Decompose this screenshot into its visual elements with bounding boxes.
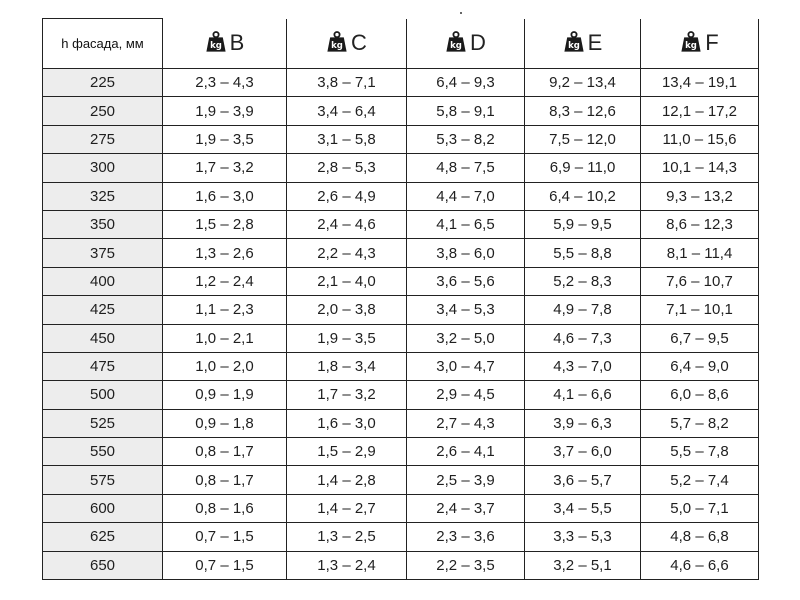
load-range-cell: 2,3 – 4,3 (163, 69, 287, 97)
facade-height-cell: 600 (43, 494, 163, 522)
load-range-cell: 11,0 – 15,6 (641, 125, 759, 153)
load-range-cell: 1,4 – 2,7 (287, 494, 407, 522)
load-range-cell: 6,4 – 9,0 (641, 352, 759, 380)
load-range-cell: 0,9 – 1,8 (163, 409, 287, 437)
load-range-cell: 5,5 – 7,8 (641, 438, 759, 466)
load-range-cell: 1,3 – 2,5 (287, 523, 407, 551)
stray-dot (460, 12, 462, 14)
load-range-cell: 2,5 – 3,9 (407, 466, 525, 494)
load-range-cell: 1,9 – 3,9 (163, 97, 287, 125)
kg-weight-icon (205, 31, 227, 53)
table-row (43, 551, 759, 579)
svg-text:kg: kg (450, 41, 462, 52)
load-range-cell: 3,6 – 5,7 (525, 466, 641, 494)
load-range-cell: 0,7 – 1,5 (163, 523, 287, 551)
load-range-cell: 1,7 – 3,2 (287, 381, 407, 409)
load-range-cell: 0,8 – 1,7 (163, 466, 287, 494)
facade-height-cell: 275 (43, 125, 163, 153)
load-range-cell: 2,7 – 4,3 (407, 409, 525, 437)
load-range-cell: 1,6 – 3,0 (163, 182, 287, 210)
svg-text:kg: kg (331, 41, 343, 52)
load-range-cell: 1,5 – 2,8 (163, 210, 287, 238)
load-capacity-sheet (42, 18, 758, 578)
weight-class-header-c (287, 19, 407, 69)
load-range-cell: 0,8 – 1,6 (163, 494, 287, 522)
load-range-cell: 1,2 – 2,4 (163, 267, 287, 295)
load-range-cell: 1,9 – 3,5 (287, 324, 407, 352)
facade-height-cell: 575 (43, 466, 163, 494)
load-range-cell: 1,6 – 3,0 (287, 409, 407, 437)
load-range-cell: 8,1 – 11,4 (641, 239, 759, 267)
load-range-cell: 10,1 – 14,3 (641, 154, 759, 182)
weight-class-header-b (163, 19, 287, 69)
facade-height-cell: 450 (43, 324, 163, 352)
table-row (43, 182, 759, 210)
load-range-cell: 12,1 – 17,2 (641, 97, 759, 125)
load-range-cell: 3,7 – 6,0 (525, 438, 641, 466)
table-body (43, 69, 759, 580)
load-capacity-table (42, 18, 759, 580)
load-range-cell: 7,5 – 12,0 (525, 125, 641, 153)
load-range-cell: 5,2 – 8,3 (525, 267, 641, 295)
facade-height-cell: 525 (43, 409, 163, 437)
load-range-cell: 1,9 – 3,5 (163, 125, 287, 153)
table-row (43, 69, 759, 97)
load-range-cell: 3,2 – 5,0 (407, 324, 525, 352)
load-range-cell: 2,2 – 4,3 (287, 239, 407, 267)
load-range-cell: 6,4 – 9,3 (407, 69, 525, 97)
load-range-cell: 3,1 – 5,8 (287, 125, 407, 153)
kg-weight-icon (326, 31, 348, 53)
load-range-cell: 4,8 – 6,8 (641, 523, 759, 551)
load-range-cell: 4,1 – 6,6 (525, 381, 641, 409)
load-range-cell: 8,3 – 12,6 (525, 97, 641, 125)
load-range-cell: 1,5 – 2,9 (287, 438, 407, 466)
weight-class-header-f (641, 19, 759, 69)
load-range-cell: 0,7 – 1,5 (163, 551, 287, 579)
facade-height-cell: 475 (43, 352, 163, 380)
load-range-cell: 3,0 – 4,7 (407, 352, 525, 380)
load-range-cell: 1,0 – 2,0 (163, 352, 287, 380)
load-range-cell: 4,3 – 7,0 (525, 352, 641, 380)
load-range-cell: 4,9 – 7,8 (525, 296, 641, 324)
load-range-cell: 1,1 – 2,3 (163, 296, 287, 324)
table-row (43, 381, 759, 409)
load-range-cell: 5,2 – 7,4 (641, 466, 759, 494)
facade-height-cell: 650 (43, 551, 163, 579)
load-range-cell: 7,1 – 10,1 (641, 296, 759, 324)
facade-height-cell: 325 (43, 182, 163, 210)
facade-height-cell: 550 (43, 438, 163, 466)
weight-class-header-d (407, 19, 525, 69)
svg-text:kg: kg (685, 41, 698, 52)
load-range-cell: 3,6 – 5,6 (407, 267, 525, 295)
load-range-cell: 3,9 – 6,3 (525, 409, 641, 437)
facade-height-cell: 300 (43, 154, 163, 182)
load-range-cell: 1,3 – 2,6 (163, 239, 287, 267)
load-range-cell: 5,8 – 9,1 (407, 97, 525, 125)
table-row (43, 267, 759, 295)
table-row (43, 125, 759, 153)
load-range-cell: 2,9 – 4,5 (407, 381, 525, 409)
table-row (43, 324, 759, 352)
load-range-cell: 2,8 – 5,3 (287, 154, 407, 182)
load-range-cell: 5,9 – 9,5 (525, 210, 641, 238)
load-range-cell: 4,6 – 7,3 (525, 324, 641, 352)
load-range-cell: 3,4 – 5,5 (525, 494, 641, 522)
table-row (43, 97, 759, 125)
facade-height-cell: 375 (43, 239, 163, 267)
weight-class-letter: B (229, 30, 245, 56)
weight-class-letter: F (705, 30, 719, 56)
load-range-cell: 4,6 – 6,6 (641, 551, 759, 579)
load-range-cell: 5,7 – 8,2 (641, 409, 759, 437)
table-header (43, 19, 759, 69)
load-range-cell: 6,0 – 8,6 (641, 381, 759, 409)
header-row (43, 19, 759, 69)
load-range-cell: 2,6 – 4,9 (287, 182, 407, 210)
load-range-cell: 7,6 – 10,7 (641, 267, 759, 295)
table-row (43, 466, 759, 494)
table-row (43, 352, 759, 380)
table-row (43, 523, 759, 551)
load-range-cell: 3,3 – 5,3 (525, 523, 641, 551)
load-range-cell: 5,0 – 7,1 (641, 494, 759, 522)
load-range-cell: 5,5 – 8,8 (525, 239, 641, 267)
weight-class-letter: C (351, 30, 367, 56)
weight-class-letter: D (470, 30, 486, 56)
load-range-cell: 1,8 – 3,4 (287, 352, 407, 380)
table-row (43, 494, 759, 522)
load-range-cell: 8,6 – 12,3 (641, 210, 759, 238)
load-range-cell: 3,4 – 6,4 (287, 97, 407, 125)
load-range-cell: 2,0 – 3,8 (287, 296, 407, 324)
svg-text:kg: kg (567, 41, 580, 52)
load-range-cell: 4,8 – 7,5 (407, 154, 525, 182)
load-range-cell: 6,7 – 9,5 (641, 324, 759, 352)
facade-height-cell: 250 (43, 97, 163, 125)
load-range-cell: 4,4 – 7,0 (407, 182, 525, 210)
load-range-cell: 13,4 – 19,1 (641, 69, 759, 97)
load-range-cell: 6,9 – 11,0 (525, 154, 641, 182)
svg-text:kg: kg (209, 41, 222, 52)
load-range-cell: 1,3 – 2,4 (287, 551, 407, 579)
load-range-cell: 0,8 – 1,7 (163, 438, 287, 466)
facade-height-cell: 225 (43, 69, 163, 97)
kg-weight-icon (680, 31, 702, 53)
load-range-cell: 6,4 – 10,2 (525, 182, 641, 210)
load-range-cell: 2,4 – 3,7 (407, 494, 525, 522)
facade-height-header: h фасада, мм (43, 19, 163, 69)
load-range-cell: 2,6 – 4,1 (407, 438, 525, 466)
table-row (43, 438, 759, 466)
weight-class-letter: E (587, 30, 603, 56)
facade-height-cell: 350 (43, 210, 163, 238)
table-row (43, 154, 759, 182)
load-range-cell: 5,3 – 8,2 (407, 125, 525, 153)
kg-weight-icon (563, 31, 585, 53)
load-range-cell: 1,7 – 3,2 (163, 154, 287, 182)
load-range-cell: 1,0 – 2,1 (163, 324, 287, 352)
load-range-cell: 1,4 – 2,8 (287, 466, 407, 494)
load-range-cell: 2,1 – 4,0 (287, 267, 407, 295)
weight-class-header-e (525, 19, 641, 69)
table-row (43, 210, 759, 238)
table-row (43, 296, 759, 324)
facade-height-cell: 400 (43, 267, 163, 295)
load-range-cell: 0,9 – 1,9 (163, 381, 287, 409)
load-range-cell: 3,4 – 5,3 (407, 296, 525, 324)
facade-height-cell: 625 (43, 523, 163, 551)
load-range-cell: 3,8 – 6,0 (407, 239, 525, 267)
load-range-cell: 9,3 – 13,2 (641, 182, 759, 210)
table-row (43, 239, 759, 267)
load-range-cell: 3,8 – 7,1 (287, 69, 407, 97)
load-range-cell: 2,2 – 3,5 (407, 551, 525, 579)
kg-weight-icon (445, 31, 467, 53)
facade-height-cell: 425 (43, 296, 163, 324)
load-range-cell: 3,2 – 5,1 (525, 551, 641, 579)
load-range-cell: 2,3 – 3,6 (407, 523, 525, 551)
facade-height-cell: 500 (43, 381, 163, 409)
table-row (43, 409, 759, 437)
load-range-cell: 4,1 – 6,5 (407, 210, 525, 238)
load-range-cell: 2,4 – 4,6 (287, 210, 407, 238)
load-range-cell: 9,2 – 13,4 (525, 69, 641, 97)
